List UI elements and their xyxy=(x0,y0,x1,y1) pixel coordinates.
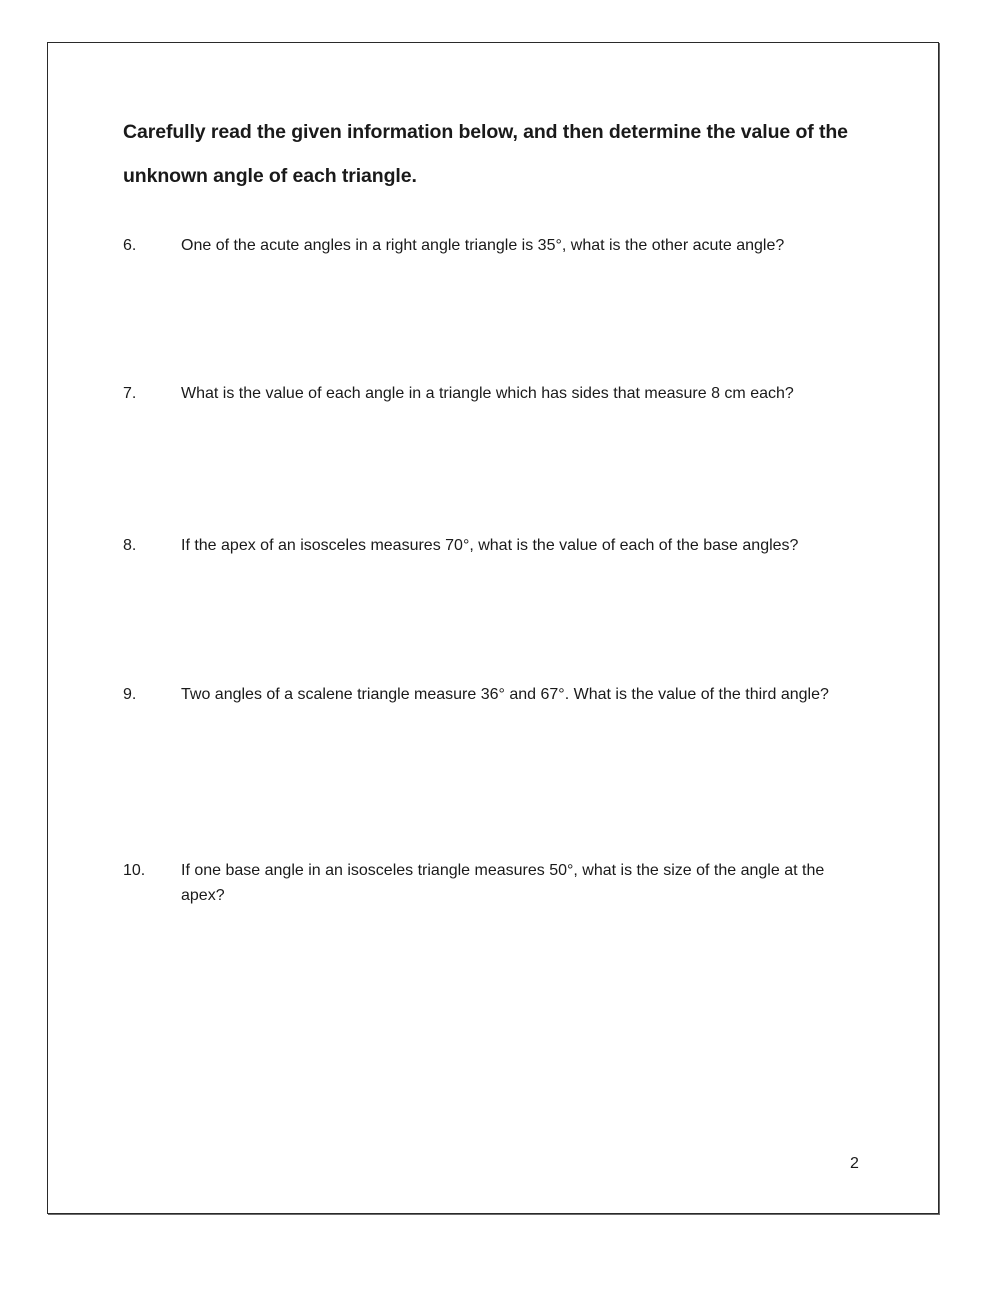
question-text: Two angles of a scalene triangle measure 36° and 67°. What is the value of the third angle? xyxy=(181,686,829,703)
question-number: 10. xyxy=(123,862,146,879)
instructions-heading: Carefully read the given information below, and then determine the value of the unknown angle of each triangle. xyxy=(123,121,848,187)
question-number: 9. xyxy=(123,686,137,703)
question-7 xyxy=(123,381,863,406)
question-number: 7. xyxy=(123,385,137,402)
question-8 xyxy=(123,533,863,558)
page-number: 2 xyxy=(850,1155,859,1172)
question-text: If the apex of an isosceles measures 70°, what is the value of each of the base angles? xyxy=(181,537,799,554)
question-9 xyxy=(123,682,863,707)
question-number: 8. xyxy=(123,537,137,554)
page-border xyxy=(47,42,939,1214)
question-text: One of the acute angles in a right angle triangle is 35°, what is the other acute angle? xyxy=(181,237,785,254)
question-text: If one base angle in an isosceles triangle measures 50°, what is the size of the angle at the apex? xyxy=(181,862,825,904)
question-10 xyxy=(123,858,863,908)
question-6 xyxy=(123,233,863,258)
question-text: What is the value of each angle in a triangle which has sides that measure 8 cm each? xyxy=(181,385,794,402)
question-number: 6. xyxy=(123,237,137,254)
